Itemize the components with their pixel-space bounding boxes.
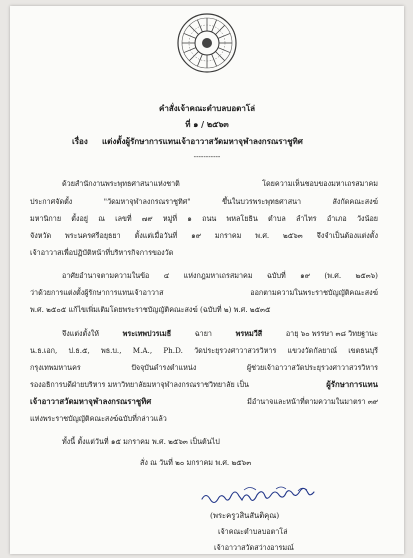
order-title: คำสั่งเจ้าคณะตำบลบอตาโล่ [158,103,256,113]
position-text: รองอธิการบดีฝ่ายบริหาร มหาวิทยาลัยมหาจุฬาลงกรณราชวิทยาลัย เป็น [30,380,249,389]
seal-spoke [212,54,217,66]
paragraph-3-line-6: แห่งพระราชบัญญัติคณะสงฆ์ฉบับที่กล่าวแล้ว [30,414,167,423]
seal-spoke [184,48,196,53]
order-date: สั่ง ณ วันที่ ๒๐ มกราคม พ.ศ. ๒๕๖๓ [140,458,252,467]
appoint-intro: จึงแต่งตั้งให้ [62,329,99,338]
seal-spoke [215,51,224,60]
paragraph-3-line-3: กรุงเทพมหานคร ปัจจุบันดำรงตำแหน่ง ผู้ช่วยเจ้าอาวาสวัดประยุรวงศาวาสวรวิหาร [30,363,378,372]
seal-spoke [189,25,198,34]
authority-text: มีอำนาจและหน้าที่ตามความในมาตรา ๓๙ [247,397,378,406]
seal-spoke [218,48,230,53]
order-number: ที่ ๑ / ๒๕๖๓ [185,119,229,129]
acting-role: ผู้รักษาการแทน [326,380,378,389]
dharma-wheel-seal-icon [176,12,238,74]
paragraph-1-line-1: ด้วยสำนักงานพระพุทธศาสนาแห่งชาติ โดยความเห็นชอบของมหาเถรสมาคม [62,179,378,188]
signatory-position-2: เจ้าอาวาสวัดสว่างอารมณ์ [214,543,294,552]
paragraph-2-line-3: พ.ศ. ๒๕๐๕ แก้ไขเพิ่มเติมโดยพระราชบัญญัติคณะสงฆ์ (ฉบับที่ ๒) พ.ศ. ๒๕๓๕ [30,305,271,314]
seal-spoke [212,20,217,32]
effective-date: ทั้งนี้ ตั้งแต่วันที่ ๑๕ มกราคม พ.ศ. ๒๕๖๓ เป็นต้นไป [62,437,220,446]
paragraph-1-line-3: มหานิกาย ตั้งอยู่ ณ เลขที่ ๗๙ หมู่ที่ ๑ ถนน พหลโยธิน ตำบล ลำไทร อำเภอ วังน้อย [30,214,378,223]
title-separator: ----------- [193,152,221,161]
appointee-details: อายุ ๖๐ พรรษา ๓๘ วิทยฐานะ [285,329,378,338]
appointee-name: พระเทพปวรเมธี [122,329,172,338]
seal-spoke [189,51,198,60]
signatory-name: (พระครูวสินสันติคุณ) [210,511,280,520]
signatory-position-1: เจ้าคณะตำบลบอตาโล่ [218,527,288,536]
alias-label: ฉายา [194,329,212,338]
seal-spoke [215,25,224,34]
paragraph-1-line-2: ประกาศจัดตั้ง "วัดมหาจุฬาลงกรณราชูทิศ" ขึ้นในบวรพระพุทธศาสนา สังกัดคณะสงฆ์ [30,197,378,206]
paragraph-1-line-4: จังหวัด พระนครศรีอยุธยา ตั้งแต่เมื่อวันที่ ๑๙ มกราคม พ.ศ. ๒๕๖๓ จึงจำเป็นต้องแต่งตั้ง [30,231,378,240]
document-page [10,6,404,554]
paragraph-3-line-4 [30,380,378,389]
appointee-alias: พรหมวีสี [235,329,263,338]
seal-spoke [218,33,230,38]
paragraph-3-line-2: น.ธ.เอก, ป.ธ.๕, พธ.บ., M.A., Ph.D. วัดประยุรวงศาวาสวรวิหาร แขวงวัดกัลยาณ์ เขตธนบุรี [30,346,378,355]
temple-name: เจ้าอาวาสวัดมหาจุฬาลงกรณราชูทิศ [30,397,152,406]
paragraph-2-line-2: ว่าด้วยการแต่งตั้งผู้รักษาการแทนเจ้าอาวาส ออกตามความในพระราชบัญญัติคณะสงฆ์ [30,288,378,297]
seal-spoke [184,33,196,38]
subject-text: แต่งตั้งผู้รักษาการแทนเจ้าอาวาสวัดมหาจุฬาลงกรณราชูทิศ [102,136,303,146]
handwritten-signature [196,484,336,506]
paragraph-3-line-5 [30,397,378,406]
subject-label: เรื่อง [72,136,88,146]
paragraph-1-line-5: เจ้าอาวาสเพื่อปฏิบัติหน้าที่บริหารกิจการของวัด [30,248,174,257]
paragraph-2-line-1: อาศัยอำนาจตามความในข้อ ๔ แห่งกฎมหาเถรสมาคม ฉบับที่ ๑๙ (พ.ศ. ๒๕๓๖) [62,271,378,280]
paragraph-3-line-1 [62,329,378,338]
